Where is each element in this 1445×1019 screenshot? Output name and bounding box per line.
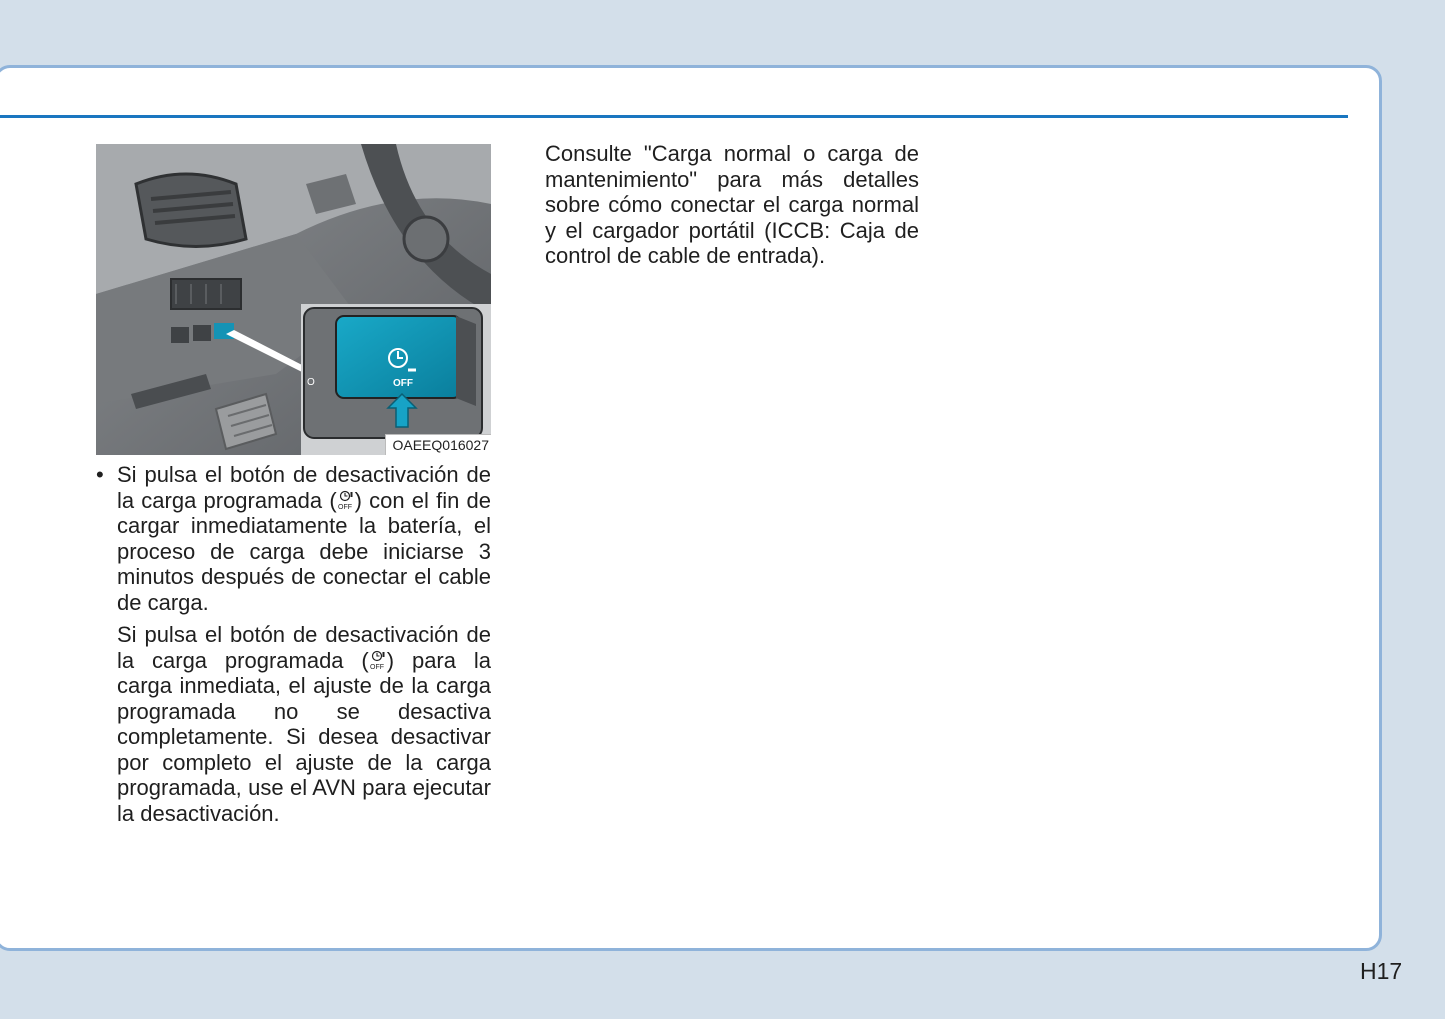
svg-text:O: O <box>307 377 315 388</box>
left-column <box>96 462 491 826</box>
dashboard-figure <box>96 144 491 455</box>
para2-text-part1: Si pulsa el botón de desactivación de la carga programada ( <box>117 622 491 673</box>
bullet-paragraph <box>117 462 491 615</box>
svg-text:OFF: OFF <box>337 503 352 511</box>
figure-code: OAEEQ016027 <box>385 434 491 455</box>
scheduled-charging-off-icon <box>369 650 387 672</box>
bullet-text-part1: Si pulsa el botón de desactivación de la carga programada ( <box>117 462 491 513</box>
page-number: H17 <box>1360 958 1403 984</box>
dashboard-illustration <box>96 144 491 455</box>
right-column-text: Consulte "Carga normal o carga de mantenimiento" para más detalles sobre cómo conectar el carga normal y el cargador portátil (ICCB: Caja de control de cable de entrada). <box>545 141 919 268</box>
second-paragraph <box>117 622 491 826</box>
para2-text-part2: ) para la carga inmediata, el ajuste de la carga programada no se desactiva completamente. Si desea desactivar por completo el ajuste de la carga programada, use el AVN para ejecutar la desactivación. <box>117 647 491 826</box>
svg-text:OFF: OFF <box>369 663 384 671</box>
bullet-text-part2: ) con el fin de cargar inmediatamente la batería, el proceso de carga debe iniciarse 3 minutos después de conectar el cable de carga. <box>117 487 491 615</box>
header-rule <box>0 115 1348 118</box>
bullet-item <box>96 462 491 615</box>
bullet-marker: • <box>96 462 104 487</box>
scheduled-charging-off-icon <box>337 490 355 512</box>
figure-button-label: OFF <box>393 378 413 389</box>
